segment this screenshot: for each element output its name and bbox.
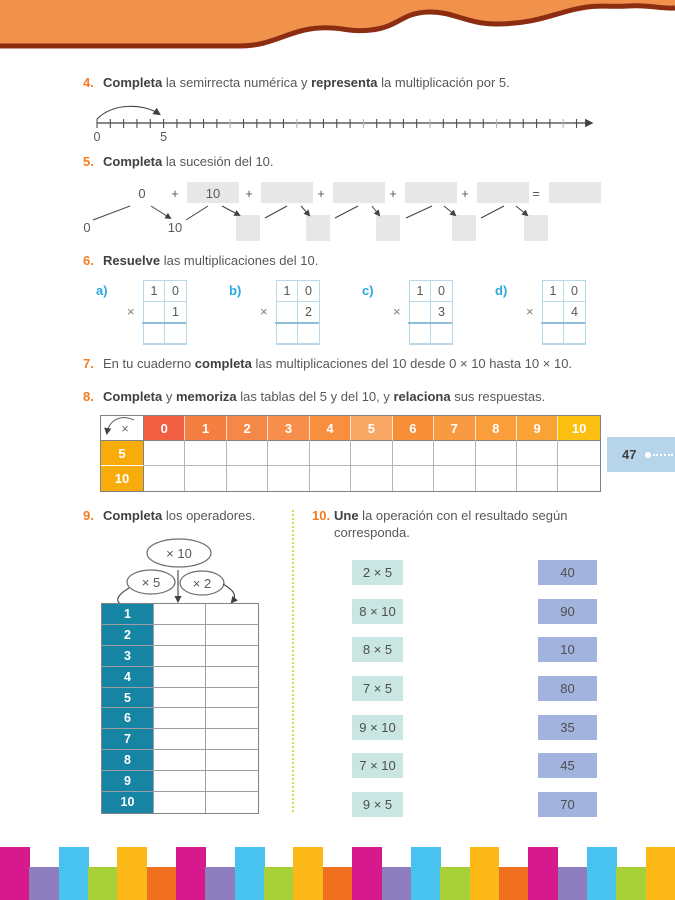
digit-cell: 1 [144, 281, 165, 302]
title-text-segment: la semirrecta numérica y [162, 75, 312, 90]
exercise-6-number: 6. [83, 253, 94, 268]
operation-box[interactable]: 7 × 10 [352, 753, 403, 778]
title-bold-word: completa [194, 356, 252, 371]
ex8-answer-cell[interactable] [476, 441, 517, 466]
table-header-cell: 6 [393, 416, 434, 441]
ex8-answer-cell[interactable] [185, 466, 226, 491]
seq-answer-box[interactable] [333, 182, 385, 203]
result-separator-line [541, 322, 585, 324]
dotted-column-separator [292, 510, 294, 812]
page-tab-dotted-line [653, 454, 673, 456]
footer-bar [587, 847, 617, 900]
ex8-answer-cell[interactable] [517, 441, 558, 466]
operators-row-number: 7 [102, 729, 153, 750]
sequence-diagram [75, 175, 610, 247]
table-header-cell: 0 [144, 416, 185, 441]
seq-first-term: 0 [138, 186, 146, 201]
footer-color-bars [0, 847, 675, 900]
multiplication-problem [96, 280, 216, 346]
ex9-answer-cell[interactable] [205, 708, 258, 729]
multiplication-problem [229, 280, 349, 346]
operators-row-number: 10 [102, 792, 153, 813]
seq-below-next: 10 [167, 220, 183, 235]
ex8-answer-cell[interactable] [268, 466, 309, 491]
seq-box-10-value: 10 [205, 186, 221, 201]
digit-cell: 1 [543, 281, 564, 302]
footer-bar [352, 847, 382, 900]
empty-cell [277, 302, 298, 323]
multiplication-problem [495, 280, 615, 346]
exercise-7-number: 7. [83, 356, 94, 371]
title-text-segment: la multiplicación por 5. [377, 75, 510, 90]
table-header-cell: 4 [310, 416, 351, 441]
title-line [334, 507, 567, 524]
title-text-segment: En tu cuaderno [103, 356, 195, 371]
exercise-10-title [312, 507, 612, 541]
multiplication-grid [143, 280, 187, 345]
title-text-segment: corresponda. [334, 525, 410, 540]
ex9-answer-cell[interactable] [153, 688, 205, 709]
footer-bar [558, 867, 588, 900]
ex8-answer-cell[interactable] [185, 441, 226, 466]
ex8-answer-cell[interactable] [268, 441, 309, 466]
exercise-8-number: 8. [83, 389, 94, 404]
seq-partial-box[interactable] [236, 215, 260, 241]
footer-bar [499, 867, 529, 900]
ex8-answer-cell[interactable] [558, 441, 599, 466]
number-line-label-5: 5 [160, 130, 168, 144]
footer-bar [147, 867, 177, 900]
table-header-cell: 8 [476, 416, 517, 441]
footer-bar [470, 847, 500, 900]
title-text-segment: las multiplicaciones del 10 desde 0 × 10 hasta 10 × 10. [251, 356, 573, 371]
exercise-5-text [103, 153, 274, 170]
operator-ovals [105, 532, 295, 610]
ex9-answer-cell[interactable] [205, 604, 258, 625]
ex9-answer-cell[interactable] [153, 750, 205, 771]
result-box[interactable]: 90 [538, 599, 597, 624]
exercise-10-text [334, 507, 567, 541]
operators-row-number: 5 [102, 688, 153, 709]
multiplication-problem [362, 280, 482, 346]
page-number-tab [607, 437, 675, 472]
times-sign: × [526, 304, 534, 319]
title-bold-word: Resuelve [103, 253, 161, 268]
footer-bar [616, 867, 646, 900]
plus-sign: + [317, 186, 325, 201]
empty-cell [543, 302, 564, 323]
problem-letter: a) [96, 283, 108, 298]
digit-cell: 1 [277, 281, 298, 302]
title-bold-word: relaciona [393, 389, 451, 404]
title-bold-word: Completa [103, 508, 163, 523]
ex8-answer-cell[interactable] [393, 466, 434, 491]
seq-partial-box[interactable] [452, 215, 476, 241]
page-number: 47 [622, 447, 637, 462]
ex9-answer-cell[interactable] [153, 708, 205, 729]
multiplication-grid [409, 280, 453, 345]
footer-bar [293, 847, 323, 900]
operators-table [101, 603, 259, 814]
ex9-answer-cell[interactable] [205, 646, 258, 667]
seq-partial-box[interactable] [306, 215, 330, 241]
jump-arc [97, 106, 159, 119]
title-text-segment: sus respuestas. [450, 389, 546, 404]
footer-bar [235, 847, 265, 900]
footer-bar [323, 867, 353, 900]
multiplication-grid [542, 280, 586, 345]
exercise-5-title [83, 153, 483, 170]
ex9-answer-cell[interactable] [153, 667, 205, 688]
result-separator-line [275, 322, 319, 324]
exercise-10-number: 10. [312, 508, 331, 523]
ex6-problems [96, 280, 626, 346]
table-header-cell: 2 [227, 416, 268, 441]
answer-cell[interactable] [410, 323, 431, 344]
ex8-answer-cell[interactable] [227, 466, 268, 491]
operation-box[interactable]: 7 × 5 [352, 676, 403, 701]
seq-answer-box[interactable] [405, 182, 457, 203]
times-sign: × [393, 304, 401, 319]
ex8-answer-cell[interactable] [476, 466, 517, 491]
operation-box[interactable]: 2 × 5 [352, 560, 403, 585]
plus-sign: + [171, 186, 179, 201]
answer-cell[interactable] [431, 323, 452, 344]
factor-cell: 2 [298, 302, 319, 323]
answer-cell[interactable] [298, 323, 319, 344]
title-line [334, 524, 567, 541]
result-box[interactable]: 35 [538, 715, 597, 740]
ex9-answer-cell[interactable] [153, 604, 205, 625]
operation-box[interactable]: 9 × 10 [352, 715, 403, 740]
equals-sign: = [532, 186, 540, 201]
header-wave [0, 0, 675, 58]
ex8-answer-cell[interactable] [227, 441, 268, 466]
ex9-answer-cell[interactable] [205, 771, 258, 792]
footer-bar [117, 847, 147, 900]
footer-bar [646, 847, 675, 900]
operators-row-number: 3 [102, 646, 153, 667]
plus-sign: + [461, 186, 469, 201]
result-box[interactable]: 10 [538, 637, 597, 662]
title-bold-word: memoriza [175, 389, 237, 404]
table-header-cell: 3 [268, 416, 309, 441]
digit-cell: 0 [431, 281, 452, 302]
ex9-answer-cell[interactable] [205, 625, 258, 646]
times-sign: × [127, 304, 135, 319]
ex9-answer-cell[interactable] [153, 771, 205, 792]
footer-bar [176, 847, 206, 900]
title-bold-word: Completa [103, 389, 163, 404]
exercise-9-text [103, 507, 255, 524]
result-separator-line [142, 322, 186, 324]
problem-letter: b) [229, 283, 242, 298]
footer-bar [205, 867, 235, 900]
empty-cell [410, 302, 431, 323]
ex9-answer-cell[interactable] [205, 667, 258, 688]
ex8-answer-cell[interactable] [310, 441, 351, 466]
ex8-answer-cell[interactable] [434, 466, 475, 491]
footer-bar [440, 867, 470, 900]
title-text-segment: la sucesión del 10. [162, 154, 274, 169]
page-tab-dot [645, 452, 651, 458]
plus-sign: + [245, 186, 253, 201]
ex8-answer-cell[interactable] [351, 466, 392, 491]
title-text-segment: las tablas del 5 y del 10, y [236, 389, 394, 404]
number-line-label-0: 0 [93, 130, 101, 144]
exercise-6-text [103, 252, 318, 269]
seq-partial-box[interactable] [376, 215, 400, 241]
footer-bar [0, 847, 30, 900]
factor-cell: 3 [431, 302, 452, 323]
answer-cell[interactable] [144, 323, 165, 344]
ex8-answer-cell[interactable] [310, 466, 351, 491]
operators-row-number: 8 [102, 750, 153, 771]
exercise-7-title [83, 355, 628, 372]
problem-letter: c) [362, 283, 374, 298]
footer-bar [88, 867, 118, 900]
empty-cell [144, 302, 165, 323]
ex9-answer-cell[interactable] [153, 646, 205, 667]
table-header-cell: 5 [351, 416, 392, 441]
seq-below-start: 0 [83, 220, 91, 235]
oval-times-2-label: × 2 [192, 576, 212, 591]
multiplication-grid [276, 280, 320, 345]
header-orange-shape [0, 0, 675, 44]
result-box[interactable]: 80 [538, 676, 597, 701]
exercise-4-number: 4. [83, 75, 94, 90]
operators-row-number: 1 [102, 604, 153, 625]
ex9-answer-cell[interactable] [153, 625, 205, 646]
footer-bar [29, 867, 59, 900]
ex8-answer-cell[interactable] [144, 466, 185, 491]
footer-bar [411, 847, 441, 900]
answer-cell[interactable] [543, 323, 564, 344]
answer-cell[interactable] [277, 323, 298, 344]
digit-cell: 0 [564, 281, 585, 302]
ex9-answer-cell[interactable] [205, 792, 258, 813]
ex8-answer-cell[interactable] [558, 466, 599, 491]
number-line [88, 100, 613, 146]
title-bold-word: Une [334, 508, 359, 523]
exercise-9-title [83, 507, 293, 524]
answer-cell[interactable] [165, 323, 186, 344]
seq-answer-box[interactable] [261, 182, 313, 203]
exercise-5-number: 5. [83, 154, 94, 169]
ex8-answer-cell[interactable] [351, 441, 392, 466]
exercise-8-title [83, 388, 628, 405]
title-text-segment: la operación con el resultado según [358, 508, 568, 523]
title-bold-word: representa [311, 75, 378, 90]
ex9-answer-cell[interactable] [205, 688, 258, 709]
seq-answer-box[interactable] [477, 182, 529, 203]
operators-row-number: 2 [102, 625, 153, 646]
table-row-label: 10 [101, 466, 144, 491]
footer-bar [382, 867, 412, 900]
ex9-answer-cell[interactable] [153, 729, 205, 750]
result-separator-line [408, 322, 452, 324]
exercise-8-text [103, 388, 545, 405]
footer-bar [528, 847, 558, 900]
seq-result-box[interactable] [549, 182, 601, 203]
table-header-cell: 7 [434, 416, 475, 441]
ex9-answer-cell[interactable] [205, 750, 258, 771]
oval-times-10-label: × 10 [166, 546, 192, 561]
exercise-6-title [83, 252, 483, 269]
factor-cell: 4 [564, 302, 585, 323]
title-bold-word: Completa [103, 75, 163, 90]
exercise-9-number: 9. [83, 508, 94, 523]
footer-bar [59, 847, 89, 900]
table-header-cell: 10 [558, 416, 599, 441]
plus-sign: + [389, 186, 397, 201]
digit-cell: 0 [298, 281, 319, 302]
times-sign: × [260, 304, 268, 319]
multiplication-table [100, 415, 601, 492]
operators-row-number: 9 [102, 771, 153, 792]
exercise-4-text [103, 74, 510, 91]
result-box[interactable]: 45 [538, 753, 597, 778]
seq-partial-box[interactable] [524, 215, 548, 241]
ex9-answer-cell[interactable] [205, 729, 258, 750]
ex8-answer-cell[interactable] [393, 441, 434, 466]
title-text-segment: las multiplicaciones del 10. [160, 253, 319, 268]
operation-box[interactable]: 8 × 10 [352, 599, 403, 624]
operators-row-number: 4 [102, 667, 153, 688]
digit-cell: 1 [410, 281, 431, 302]
result-box[interactable]: 70 [538, 792, 597, 817]
operation-box[interactable]: 9 × 5 [352, 792, 403, 817]
title-text-segment: los operadores. [162, 508, 256, 523]
corner-times-sign: × [121, 421, 129, 436]
result-box[interactable]: 40 [538, 560, 597, 585]
exercise-7-text [103, 355, 572, 372]
exercise-4-title [83, 74, 613, 91]
table-corner-cell [101, 416, 144, 441]
table-header-cell: 9 [517, 416, 558, 441]
title-text-segment: y [162, 389, 176, 404]
operation-box[interactable]: 8 × 5 [352, 637, 403, 662]
answer-cell[interactable] [564, 323, 585, 344]
oval-times-5-label: × 5 [141, 575, 161, 590]
factor-cell: 1 [165, 302, 186, 323]
ex9-answer-cell[interactable] [153, 792, 205, 813]
operators-row-number: 6 [102, 708, 153, 729]
title-bold-word: Completa [103, 154, 163, 169]
problem-letter: d) [495, 283, 508, 298]
table-header-cell: 1 [185, 416, 226, 441]
ex8-answer-cell[interactable] [434, 441, 475, 466]
ex8-answer-cell[interactable] [144, 441, 185, 466]
table-row-label: 5 [101, 441, 144, 466]
footer-bar [264, 867, 294, 900]
digit-cell: 0 [165, 281, 186, 302]
ex8-answer-cell[interactable] [517, 466, 558, 491]
